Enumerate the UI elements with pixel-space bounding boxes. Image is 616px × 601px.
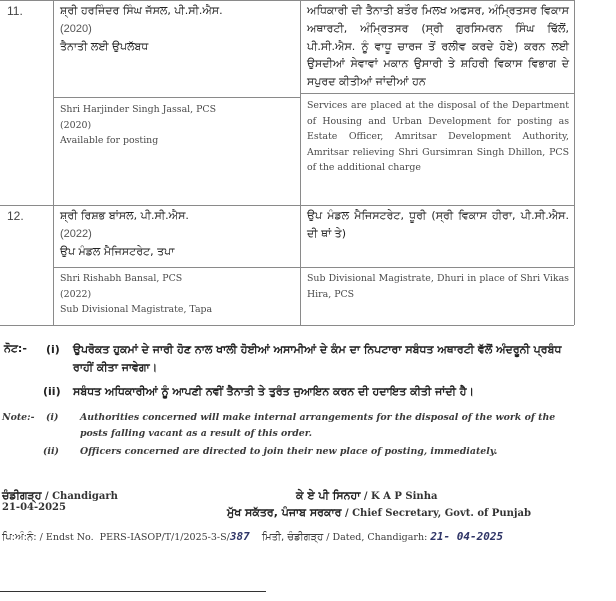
designation-line — [227, 501, 531, 520]
place-line — [2, 484, 118, 503]
row11-name-subdivider — [53, 97, 301, 98]
current-post-en: Available for posting — [60, 135, 159, 147]
bottom-rule — [0, 591, 266, 592]
separator: / — [41, 491, 53, 502]
endst-number: PERS-IASOP/T/1/2025-3-S/ — [99, 532, 230, 543]
officer-cell-pa — [60, 207, 296, 261]
officer-name-pa: ਸ਼੍ਰੀ ਰਿਸ਼ਭ ਬਾਂਸਲ, ਪੀ.ਸੀ.ਐਸ. — [60, 209, 189, 222]
officer-name-en: Shri Harjinder Singh Jassal, PCS — [60, 104, 217, 115]
note-pa-text-2: ਸਬੰਧਤ ਅਧਿਕਾਰੀਆਂ ਨੂੰ ਆਪਣੀ ਨਵੀਂ ਤੈਨਾਤੀ ਤੇ ਤੁਰੰਤ ਜੁਆਇਨ ਕਰਨ ਦੀ ਹਦਾਇਤ ਕੀਤੀ ਜਾਂਦੀ ਹੈ। — [73, 385, 474, 398]
officer-name-pa: ਸ਼੍ਰੀ ਹਰਜਿੰਦਰ ਸਿੰਘ ਜੱਸਲ, ਪੀ.ਸੀ.ਐਸ. — [60, 4, 223, 17]
place-pa: ਚੰਡੀਗੜ੍ਹ — [2, 489, 42, 502]
separator: / — [36, 532, 46, 543]
current-post-pa: ਉਪ ਮੰਡਲ ਮੈਜਿਸਟਰੇਟ, ਤਪਾ — [60, 245, 175, 258]
designation-en: Chief Secretary, Govt. of Punjab — [352, 508, 531, 519]
current-post-en: Sub Divisional Magistrate, Tapa — [60, 304, 213, 316]
note-en-num-1: (i) — [46, 412, 59, 423]
separator: / — [360, 491, 371, 502]
batch-pa: (2022) — [60, 228, 92, 240]
designation-pa: ਮੁੱਖ ਸਕੱਤਰ, ਪੰਜਾਬ ਸਰਕਾਰ — [227, 506, 342, 519]
batch-en: (2022) — [60, 288, 92, 300]
row-divider — [0, 205, 574, 206]
separator: / — [341, 508, 353, 519]
date-handwritten: 21- 04-2025 — [430, 530, 504, 543]
note-en-text-1: Authorities concerned will make internal arrangements for the disposal of the work of the posts falling vacant as a result of this order. — [80, 412, 556, 439]
dated-label-pa: ਮਿਤੀ, ਚੰਡੀਗੜ੍ਹ — [261, 532, 324, 543]
note-en-num-2: (ii) — [43, 446, 59, 457]
officer-name-en: Shri Rishabh Bansal, PCS — [60, 273, 183, 284]
posting-pa: ਉਪ ਮੰਡਲ ਮੈਜਿਸਟਰੇਟ, ਧੂਰੀ (ਸ੍ਰੀ ਵਿਕਾਸ ਹੀਰਾ, ਪੀ.ਸੀ.ਐਸ. ਦੀ ਥਾਂ ਤੇ) — [307, 209, 569, 240]
note-pa-text-1: ਉਪਰੋਕਤ ਹੁਕਮਾਂ ਦੇ ਜਾਰੀ ਹੋਣ ਨਾਲ ਖਾਲੀ ਹੋਈਆਂ ਅਸਾਮੀਆਂ ਦੇ ਕੰਮ ਦਾ ਨਿਪਟਾਰਾ ਸਬੰਧਤ ਅਥਾਰਟੀ ਵੱਲੋਂ ਅੰਦਰੂਨੀ ਪ੍ਰਬੰਧ ਰਾਹੀਂ ਕੀਤਾ ਜਾਵੇਗਾ। — [73, 343, 562, 374]
current-post-pa: ਤੈਨਾਤੀ ਲਈ ਉਪਲੱਬਧ — [60, 40, 149, 53]
order-date: 21-04-2025 — [2, 502, 66, 513]
note-pa-num-1: (i) — [46, 343, 60, 356]
endorsement-line — [2, 530, 503, 543]
row12-subdivider — [53, 267, 574, 268]
note-pa-num-2: (ii) — [43, 385, 61, 398]
table-bottom-border — [0, 325, 574, 326]
place-en: Chandigarh — [52, 491, 118, 502]
note-label-en: Note:- — [2, 412, 35, 423]
row11-posting-subdivider — [300, 93, 574, 94]
separator: / — [323, 532, 333, 543]
serial-column-divider — [53, 0, 54, 325]
signatory-name-en: K A P Sinha — [370, 491, 438, 502]
posting-en: Services are placed at the disposal of the Department of Housing and Urban Development for posting as Estate Officer, Amritsar Development Authority, Amritsar relieving Shri Gursimran Singh Dhillon, PCS of the additional charge — [307, 100, 569, 174]
batch-pa: (2020) — [60, 23, 92, 35]
officer-cell-en — [60, 271, 296, 318]
batch-en: (2020) — [60, 119, 92, 131]
posting-en: Sub Divisional Magistrate, Dhuri in place of Shri Vikas Hira, PCS — [307, 273, 569, 300]
note-label-pa: ਨੋਟ:- — [4, 342, 27, 355]
serial-number: 11. — [7, 4, 23, 18]
officer-cell-pa — [60, 2, 296, 56]
endst-label-en: Endst No. — [45, 532, 94, 543]
table-top-border — [0, 0, 574, 1]
posting-pa: ਅਧਿਕਾਰੀ ਦੀ ਤੈਨਾਤੀ ਬਤੌਰ ਮਿਲਖ ਅਫਸਰ, ਅੰਮ੍ਰਿਤਸਰ ਵਿਕਾਸ ਅਥਾਰਟੀ, ਅੰਮ੍ਰਿਤਸਰ (ਸ੍ਰੀ ਗੁਰਸਿਮਰਨ ਸਿੰਘ ਢਿੱਲੋਂ, ਪੀ.ਸੀ.ਐਸ. ਨੂੰ ਵਾਧੂ ਚਾਰਜ ਤੋਂ ਰਲੀਵ ਕਰਦੇ ਹੋਏ) ਕਰਨ ਲਈ ਉਸਦੀਆਂ ਸੇਵਾਵਾਂ ਮਕਾਨ ਉਸਾਰੀ ਤੇ ਸ਼ਹਿਰੀ ਵਿਕਾਸ ਵਿਭਾਗ ਦੇ ਸਪੁਰਦ ਕੀਤੀਆਂ ਜਾਂਦੀਆਂ ਹਨ — [307, 4, 569, 89]
note-en-text-2: Officers concerned are directed to join their new place of posting, immediately. — [80, 446, 498, 457]
serial-number: 12. — [7, 209, 24, 223]
endst-number-handwritten: 387 — [229, 530, 250, 543]
dated-label-en: Dated, Chandigarh: — [332, 532, 428, 543]
endst-label-pa: ਪਿ:ਅੰ:ਨੰ: — [2, 532, 37, 543]
name-column-divider — [300, 0, 301, 325]
table-right-border — [574, 0, 575, 325]
signatory-name-pa: ਕੇ ਏ ਪੀ ਸਿਨਹਾ — [296, 489, 361, 502]
officer-cell-en — [60, 102, 296, 149]
